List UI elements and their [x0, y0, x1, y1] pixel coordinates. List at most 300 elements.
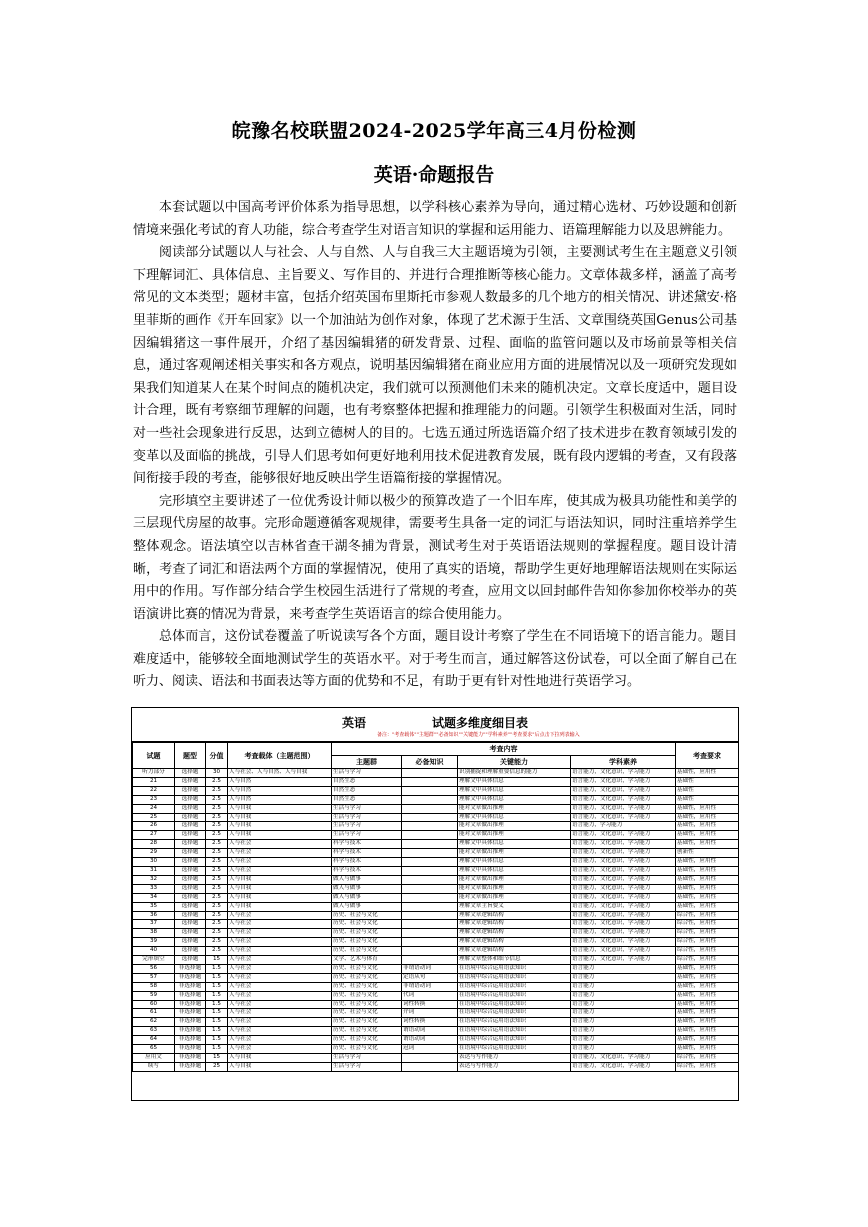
cell-group: 历史、社会与文化 [332, 1018, 402, 1027]
cell-ability: 理解文章整体和细节信息 [458, 956, 571, 965]
cell-ability: 表达与写作能力 [458, 1054, 571, 1063]
cell-item: 37 [133, 920, 175, 929]
cell-literacy: 语言能力 [571, 1045, 676, 1054]
table-row [133, 875, 739, 884]
table-title: 试题多维度细目表 [432, 716, 529, 730]
cell-carrier: 人与自我 [228, 875, 332, 884]
cell-requirement: 基础性，应用性 [676, 902, 739, 911]
cell-item: 56 [133, 964, 175, 973]
cell-score: 1.5 [206, 964, 228, 973]
cell-type: 非选择题 [175, 973, 206, 982]
cell-type: 选择题 [175, 920, 206, 929]
cell-group: 历史、社会与文化 [332, 982, 402, 991]
cell-literacy: 语言能力，文化意识，学习能力 [571, 777, 676, 786]
table-row [133, 973, 739, 982]
table-row [133, 982, 739, 991]
cell-knowledge: 定语从句 [402, 973, 458, 982]
cell-carrier: 人与自我 [228, 884, 332, 893]
cell-requirement: 基础性，应用性 [676, 1045, 739, 1054]
cell-carrier: 人与社会 [228, 982, 332, 991]
table-row [133, 1045, 739, 1054]
cell-requirement: 综合性，应用性 [676, 929, 739, 938]
table-row [133, 991, 739, 1000]
cell-score: 1.5 [206, 973, 228, 982]
cell-type: 选择题 [175, 866, 206, 875]
cell-requirement: 基础性，应用性 [676, 991, 739, 1000]
cell-ability: 理解文章主旨要义 [458, 902, 571, 911]
cell-carrier: 人与社会 [228, 866, 332, 875]
cell-item: 57 [133, 973, 175, 982]
cell-score: 2.5 [206, 911, 228, 920]
cell-score: 1.5 [206, 991, 228, 1000]
cell-type: 选择题 [175, 911, 206, 920]
cell-knowledge: 非谓语动词 [402, 982, 458, 991]
table-row [133, 822, 739, 831]
header-group: 主题群 [332, 756, 402, 769]
cell-knowledge: 介词 [402, 1009, 458, 1018]
cell-group: 自然生态 [332, 777, 402, 786]
cell-item: 30 [133, 858, 175, 867]
cell-carrier: 人与社会 [228, 929, 332, 938]
cell-knowledge [402, 902, 458, 911]
cell-requirement: 基础性，应用性 [676, 875, 739, 884]
cell-group: 历史、社会与文化 [332, 991, 402, 1000]
cell-literacy: 语言能力，文化意识，学习能力 [571, 840, 676, 849]
cell-literacy: 语言能力，文化意识，学习能力 [571, 795, 676, 804]
cell-literacy: 语言能力，文化意识，学习能力 [571, 902, 676, 911]
cell-carrier: 人与社会、人与自然、人与自我 [228, 769, 332, 778]
report-body [133, 197, 737, 694]
cell-knowledge: 冠词 [402, 1045, 458, 1054]
cell-requirement: 基础性，应用性 [676, 813, 739, 822]
cell-ability: 能对文章做出推理 [458, 849, 571, 858]
table-row [133, 1027, 739, 1036]
table-row [133, 1018, 739, 1027]
cell-literacy: 语言能力，文化意识，学习能力 [571, 929, 676, 938]
cell-group: 历史、社会与文化 [332, 1009, 402, 1018]
cell-knowledge [402, 849, 458, 858]
table-row [133, 786, 739, 795]
cell-item: 39 [133, 938, 175, 947]
cell-carrier: 人与自然 [228, 777, 332, 786]
table-row [133, 849, 739, 858]
spec-table-header [132, 708, 738, 742]
cell-ability: 在语境中综合运用语法知识 [458, 1045, 571, 1054]
spec-grid [132, 742, 739, 1072]
cell-ability: 理解文中具体信息 [458, 866, 571, 875]
cell-requirement: 基础性，应用性 [676, 1000, 739, 1009]
table-row [133, 831, 739, 840]
cell-group: 科学与技术 [332, 866, 402, 875]
cell-group: 历史、社会与文化 [332, 1000, 402, 1009]
cell-requirement: 基础性，应用性 [676, 964, 739, 973]
cell-carrier: 人与社会 [228, 964, 332, 973]
cell-type: 选择题 [175, 840, 206, 849]
header-type: 题型 [175, 743, 206, 769]
cell-knowledge [402, 911, 458, 920]
cell-ability: 理解文中具体信息 [458, 786, 571, 795]
cell-carrier: 人与社会 [228, 858, 332, 867]
cell-score: 1.5 [206, 1036, 228, 1045]
paragraph-intro: 本套试题以中国高考评价体系为指导思想，以学科核心素养为导向，通过精心选材、巧妙设题和创新情境来强化考试的育人功能，综合考查学生对语言知识的掌握和运用能力、语篇理解能力以及思辨能力。 [133, 200, 737, 238]
cell-literacy: 语言能力，文化意识，学习能力 [571, 831, 676, 840]
cell-score: 2.5 [206, 831, 228, 840]
cell-group: 生活与学习 [332, 822, 402, 831]
header-score: 分值 [206, 743, 228, 769]
cell-requirement: 综合性，应用性 [676, 947, 739, 956]
cell-carrier: 人与社会 [228, 1027, 332, 1036]
table-row [133, 929, 739, 938]
cell-literacy: 语言能力 [571, 1000, 676, 1009]
cell-ability: 理解文中具体信息 [458, 858, 571, 867]
cell-requirement: 基础性，应用性 [676, 822, 739, 831]
cell-type: 非选择题 [175, 991, 206, 1000]
cell-item: 63 [133, 1027, 175, 1036]
cell-literacy: 语言能力 [571, 991, 676, 1000]
cell-type: 选择题 [175, 786, 206, 795]
cell-score: 2.5 [206, 840, 228, 849]
cell-ability: 理解文章逻辑结构 [458, 911, 571, 920]
cell-ability: 能对文章做出推理 [458, 822, 571, 831]
cell-group: 科学与技术 [332, 840, 402, 849]
cell-score: 2.5 [206, 858, 228, 867]
cell-knowledge [402, 777, 458, 786]
cell-score: 2.5 [206, 875, 228, 884]
cell-ability: 识别捕捉和理解重要信息的能力 [458, 769, 571, 778]
cell-literacy: 语言能力 [571, 1027, 676, 1036]
cell-group: 生活与学习 [332, 769, 402, 778]
cell-literacy: 语言能力，文化意识，学习能力 [571, 866, 676, 875]
cell-ability: 能对文章做出推理 [458, 884, 571, 893]
cell-carrier: 人与自然 [228, 795, 332, 804]
cell-ability: 理解文中具体信息 [458, 777, 571, 786]
cell-ability: 理解文中具体信息 [458, 795, 571, 804]
header-ability: 关键能力 [458, 756, 571, 769]
cell-carrier: 人与社会 [228, 1036, 332, 1045]
cell-knowledge [402, 822, 458, 831]
cell-group: 做人与做事 [332, 902, 402, 911]
cell-item: 62 [133, 1018, 175, 1027]
cell-carrier: 人与社会 [228, 991, 332, 1000]
cell-carrier: 人与自我 [228, 1054, 332, 1063]
cell-item: 续写 [133, 1062, 175, 1071]
table-row [133, 777, 739, 786]
cell-carrier: 人与自我 [228, 902, 332, 911]
cell-score: 1.5 [206, 1045, 228, 1054]
cell-ability: 理解文章逻辑结构 [458, 929, 571, 938]
cell-requirement: 基础性 [676, 795, 739, 804]
cell-group: 历史、社会与文化 [332, 973, 402, 982]
cell-literacy: 语言能力，文化意识，学习能力 [571, 875, 676, 884]
cell-type: 选择题 [175, 849, 206, 858]
cell-requirement: 基础性，应用性 [676, 831, 739, 840]
cell-knowledge [402, 884, 458, 893]
cell-carrier: 人与社会 [228, 1000, 332, 1009]
cell-carrier: 人与社会 [228, 947, 332, 956]
cell-type: 非选择题 [175, 1045, 206, 1054]
cell-score: 2.5 [206, 822, 228, 831]
table-row [133, 858, 739, 867]
header-requirement: 考查要求 [676, 743, 739, 769]
cell-carrier: 人与社会 [228, 1018, 332, 1027]
cell-type: 非选择题 [175, 1054, 206, 1063]
cell-ability: 在语境中综合运用语法知识 [458, 1027, 571, 1036]
cell-type: 非选择题 [175, 1027, 206, 1036]
table-row [133, 920, 739, 929]
cell-knowledge: 词性转换 [402, 1018, 458, 1027]
cell-item: 31 [133, 866, 175, 875]
cell-literacy: 语言能力，文化意识，学习能力 [571, 956, 676, 965]
table-subject: 英语 [342, 716, 367, 730]
cell-score: 2.5 [206, 777, 228, 786]
cell-requirement: 综合性，应用性 [676, 1054, 739, 1063]
cell-literacy: 语言能力，文化意识，学习能力 [571, 884, 676, 893]
cell-type: 选择题 [175, 804, 206, 813]
cell-requirement: 基础性，应用性 [676, 884, 739, 893]
cell-requirement: 基础性，应用性 [676, 1027, 739, 1036]
cell-carrier: 人与社会 [228, 920, 332, 929]
cell-type: 选择题 [175, 947, 206, 956]
cell-requirement: 基础性，应用性 [676, 1018, 739, 1027]
cell-requirement: 基础性，应用性 [676, 893, 739, 902]
spec-table [131, 707, 739, 1101]
cell-requirement: 基础性，应用性 [676, 1009, 739, 1018]
table-note: 备注："考查载体""主题群""必备知识""关键能力""学科素养""考查要求"后点击下拉列表输入 [377, 732, 580, 738]
table-row [133, 884, 739, 893]
cell-group: 生活与学习 [332, 1054, 402, 1063]
cell-literacy: 语言能力 [571, 982, 676, 991]
cell-ability: 理解文章逻辑结构 [458, 920, 571, 929]
cell-item: 24 [133, 804, 175, 813]
cell-requirement: 基础性 [676, 786, 739, 795]
cell-literacy: 语言能力，文化意识，学习能力 [571, 1054, 676, 1063]
cell-carrier: 人与社会 [228, 1009, 332, 1018]
cell-ability: 理解文章逻辑结构 [458, 947, 571, 956]
table-row [133, 795, 739, 804]
cell-requirement: 综合性，应用性 [676, 1062, 739, 1071]
header-item: 试题 [133, 743, 175, 769]
cell-knowledge [402, 893, 458, 902]
cell-type: 选择题 [175, 858, 206, 867]
cell-type: 选择题 [175, 929, 206, 938]
table-row [133, 804, 739, 813]
cell-score: 25 [206, 1062, 228, 1071]
cell-carrier: 人与社会 [228, 956, 332, 965]
cell-requirement: 基础性，应用性 [676, 840, 739, 849]
cell-knowledge [402, 956, 458, 965]
cell-knowledge [402, 866, 458, 875]
header-content: 考查内容 [332, 743, 676, 756]
cell-type: 非选择题 [175, 1000, 206, 1009]
cell-item: 应用文 [133, 1054, 175, 1063]
cell-item: 61 [133, 1009, 175, 1018]
cell-type: 非选择题 [175, 964, 206, 973]
cell-score: 2.5 [206, 804, 228, 813]
header-literacy: 学科素养 [571, 756, 676, 769]
table-row [133, 866, 739, 875]
cell-carrier: 人与自然 [228, 786, 332, 795]
cell-knowledge [402, 920, 458, 929]
spec-grid-body [133, 769, 739, 1072]
cell-ability: 理解文中具体信息 [458, 813, 571, 822]
cell-ability: 理解文中具体信息 [458, 840, 571, 849]
cell-group: 生活与学习 [332, 1062, 402, 1071]
table-row [133, 964, 739, 973]
cell-knowledge [402, 804, 458, 813]
cell-score: 2.5 [206, 893, 228, 902]
cell-group: 历史、社会与文化 [332, 1045, 402, 1054]
cell-group: 历史、社会与文化 [332, 1027, 402, 1036]
cell-carrier: 人与自我 [228, 1062, 332, 1071]
cell-requirement: 综合性，应用性 [676, 938, 739, 947]
cell-group: 做人与做事 [332, 875, 402, 884]
cell-group: 历史、社会与文化 [332, 947, 402, 956]
cell-score: 2.5 [206, 849, 228, 858]
cell-group: 科学与技术 [332, 849, 402, 858]
cell-type: 选择题 [175, 769, 206, 778]
cell-requirement: 综合性，应用性 [676, 956, 739, 965]
cell-knowledge [402, 858, 458, 867]
table-row [133, 938, 739, 947]
cell-literacy: 语言能力，文化意识，学习能力 [571, 893, 676, 902]
cell-literacy: 语言能力，文化意识，学习能力 [571, 813, 676, 822]
cell-group: 历史、社会与文化 [332, 911, 402, 920]
paragraph-summary: 总体而言，这份试卷覆盖了听说读写各个方面，题目设计考察了学生在不同语境下的语言能力。题目难度适中，能够较全面地测试学生的英语水平。对于考生而言，通过解答这份试卷，可以全面了解自己在听力、阅读、语法和书面表达等方面的优势和不足，有助于更有针对性地进行英语学习。 [133, 629, 737, 690]
cell-literacy: 语言能力，文化意识，学习能力 [571, 1062, 676, 1071]
cell-group: 生活与学习 [332, 813, 402, 822]
cell-group: 历史、社会与文化 [332, 920, 402, 929]
cell-literacy: 语言能力，文化意识，学习能力 [571, 938, 676, 947]
cell-knowledge [402, 1062, 458, 1071]
cell-literacy: 语言能力 [571, 1018, 676, 1027]
header-knowledge: 必备知识 [402, 756, 458, 769]
cell-knowledge [402, 795, 458, 804]
cell-item: 36 [133, 911, 175, 920]
cell-score: 2.5 [206, 947, 228, 956]
table-row [133, 1036, 739, 1045]
table-row [133, 1054, 739, 1063]
cell-item: 64 [133, 1036, 175, 1045]
cell-knowledge [402, 786, 458, 795]
cell-requirement: 基础性，应用性 [676, 858, 739, 867]
cell-score: 1.5 [206, 1000, 228, 1009]
cell-type: 选择题 [175, 831, 206, 840]
cell-ability: 理解文章逻辑结构 [458, 938, 571, 947]
document-subtitle: 英语·命题报告 [373, 164, 495, 186]
cell-literacy: 语言能力，文化意识，学习能力 [571, 947, 676, 956]
cell-score: 1.5 [206, 1027, 228, 1036]
cell-requirement: 基础性，应用性 [676, 982, 739, 991]
cell-type: 选择题 [175, 822, 206, 831]
cell-item: 25 [133, 813, 175, 822]
cell-item: 38 [133, 929, 175, 938]
cell-requirement: 基础性，应用性 [676, 769, 739, 778]
cell-item: 34 [133, 893, 175, 902]
cell-score: 15 [206, 956, 228, 965]
cell-score: 1.5 [206, 1018, 228, 1027]
cell-literacy: 语言能力，文化意识，学习能力 [571, 769, 676, 778]
paragraph-reading: 阅读部分试题以人与社会、人与自然、人与自我三大主题语境为引领，主要测试考生在主题意义引领下理解词汇、具体信息、主旨要义、写作目的、并进行合理推断等核心能力。文章体裁多样，涵盖了高考常见的文本类型；题材丰富，包括介绍英国布里斯托市参观人数最多的几个地方的相关情况、讲述黛安·格里菲斯的画作《开车回家》以一个加油站为创作对象，体现了艺术源于生活、文章围绕英国Genus公司基因编辑猪这一事件展开，介绍了基因编辑猪的研发背景、过程、面临的监管问题以及市场前景等相关信息，通过客观阐述相关事实和各方观点，说明基因编辑猪在商业应用方面的进展情况以及一项研究发现如果我们知道某人在某个时间点的随机决定，我们就可以预测他们未来的随机决定。文章长度适中，题目设计合理，既有考察细节理解的问题，也有考察整体把握和推理能力的问题。引领学生积极面对生活，同时对一些社会现象进行反思，达到立德树人的目的。七选五通过所选语篇介绍了技术进步在教育领域引发的变革以及面临的挑战，引导人们思考如何更好地利用技术促进教育发展，既有段内逻辑的考查，又有段落间衔接手段的考查，能够很好地反映出学生语篇衔接的掌握情况。 [133, 245, 737, 487]
cell-group: 自然生态 [332, 786, 402, 795]
cell-requirement: 创新性 [676, 849, 739, 858]
cell-type: 选择题 [175, 875, 206, 884]
cell-group: 做人与做事 [332, 884, 402, 893]
cell-item: 21 [133, 777, 175, 786]
cell-type: 选择题 [175, 777, 206, 786]
cell-knowledge: 词性转换 [402, 1000, 458, 1009]
cell-type: 非选择题 [175, 982, 206, 991]
cell-item: 35 [133, 902, 175, 911]
cell-type: 选择题 [175, 893, 206, 902]
cell-ability: 在语境中综合运用语法知识 [458, 991, 571, 1000]
cell-carrier: 人与社会 [228, 1045, 332, 1054]
cell-item: 26 [133, 822, 175, 831]
cell-carrier: 人与自我 [228, 804, 332, 813]
cell-carrier: 人与自我 [228, 893, 332, 902]
cell-carrier: 人与社会 [228, 840, 332, 849]
table-row [133, 911, 739, 920]
cell-score: 15 [206, 1054, 228, 1063]
cell-literacy: 语言能力，文化意识，学习能力 [571, 786, 676, 795]
cell-score: 2.5 [206, 902, 228, 911]
paragraph-cloze: 完形填空主要讲述了一位优秀设计师以极少的预算改造了一个旧车库，使其成为极具功能性和美学的三层现代房屋的故事。完形命题遵循客观规律，需要考生具备一定的词汇与语法知识，同时注重培养学生整体观念。语法填空以吉林省查干湖冬捕为背景，测试考生对于英语语法规则的掌握程度。题目设计清晰，考查了词汇和语法两个方面的掌握情况，使用了真实的语境，帮助学生更好地理解语法规则在实际运用中的作用。写作部分结合学生校园生活进行了常规的考查，应用文以回封邮件告知你参加你校举办的英语演讲比赛的情况为背景，来考查学生英语语言的综合使用能力。 [133, 493, 737, 622]
cell-knowledge [402, 831, 458, 840]
cell-type: 选择题 [175, 956, 206, 965]
cell-score: 1.5 [206, 1009, 228, 1018]
cell-type: 非选择题 [175, 1018, 206, 1027]
cell-requirement: 基础性，应用性 [676, 804, 739, 813]
cell-score: 2.5 [206, 929, 228, 938]
table-row [133, 947, 739, 956]
cell-knowledge [402, 813, 458, 822]
cell-knowledge [402, 840, 458, 849]
document-title: 皖豫名校联盟2024-2025学年高三4月份检测 [231, 120, 637, 142]
cell-item: 听力部分 [133, 769, 175, 778]
cell-knowledge: 谓语动词 [402, 1036, 458, 1045]
cell-type: 选择题 [175, 902, 206, 911]
cell-group: 生活与学习 [332, 831, 402, 840]
table-row [133, 840, 739, 849]
cell-ability: 在语境中综合运用语法知识 [458, 982, 571, 991]
cell-type: 选择题 [175, 884, 206, 893]
cell-type: 非选择题 [175, 1062, 206, 1071]
cell-item: 22 [133, 786, 175, 795]
cell-type: 非选择题 [175, 1009, 206, 1018]
cell-item: 32 [133, 875, 175, 884]
cell-ability: 能对文章做出推理 [458, 875, 571, 884]
cell-item: 27 [133, 831, 175, 840]
cell-carrier: 人与社会 [228, 973, 332, 982]
cell-score: 2.5 [206, 795, 228, 804]
cell-score: 2.5 [206, 920, 228, 929]
cell-carrier: 人与社会 [228, 911, 332, 920]
cell-score: 2.5 [206, 786, 228, 795]
cell-requirement: 基础性，应用性 [676, 1036, 739, 1045]
cell-literacy: 语言能力 [571, 1009, 676, 1018]
cell-item: 60 [133, 1000, 175, 1009]
cell-ability: 能对文章做出推理 [458, 893, 571, 902]
cell-ability: 表达与写作能力 [458, 1062, 571, 1071]
cell-score: 2.5 [206, 813, 228, 822]
cell-type: 选择题 [175, 938, 206, 947]
cell-requirement: 基础性 [676, 777, 739, 786]
cell-requirement: 综合性，应用性 [676, 920, 739, 929]
cell-knowledge: 谓语动词 [402, 1027, 458, 1036]
cell-ability: 在语境中综合运用语法知识 [458, 1036, 571, 1045]
cell-item: 完形填空 [133, 956, 175, 965]
cell-requirement: 基础性，应用性 [676, 973, 739, 982]
cell-ability: 在语境中综合运用语法知识 [458, 1000, 571, 1009]
